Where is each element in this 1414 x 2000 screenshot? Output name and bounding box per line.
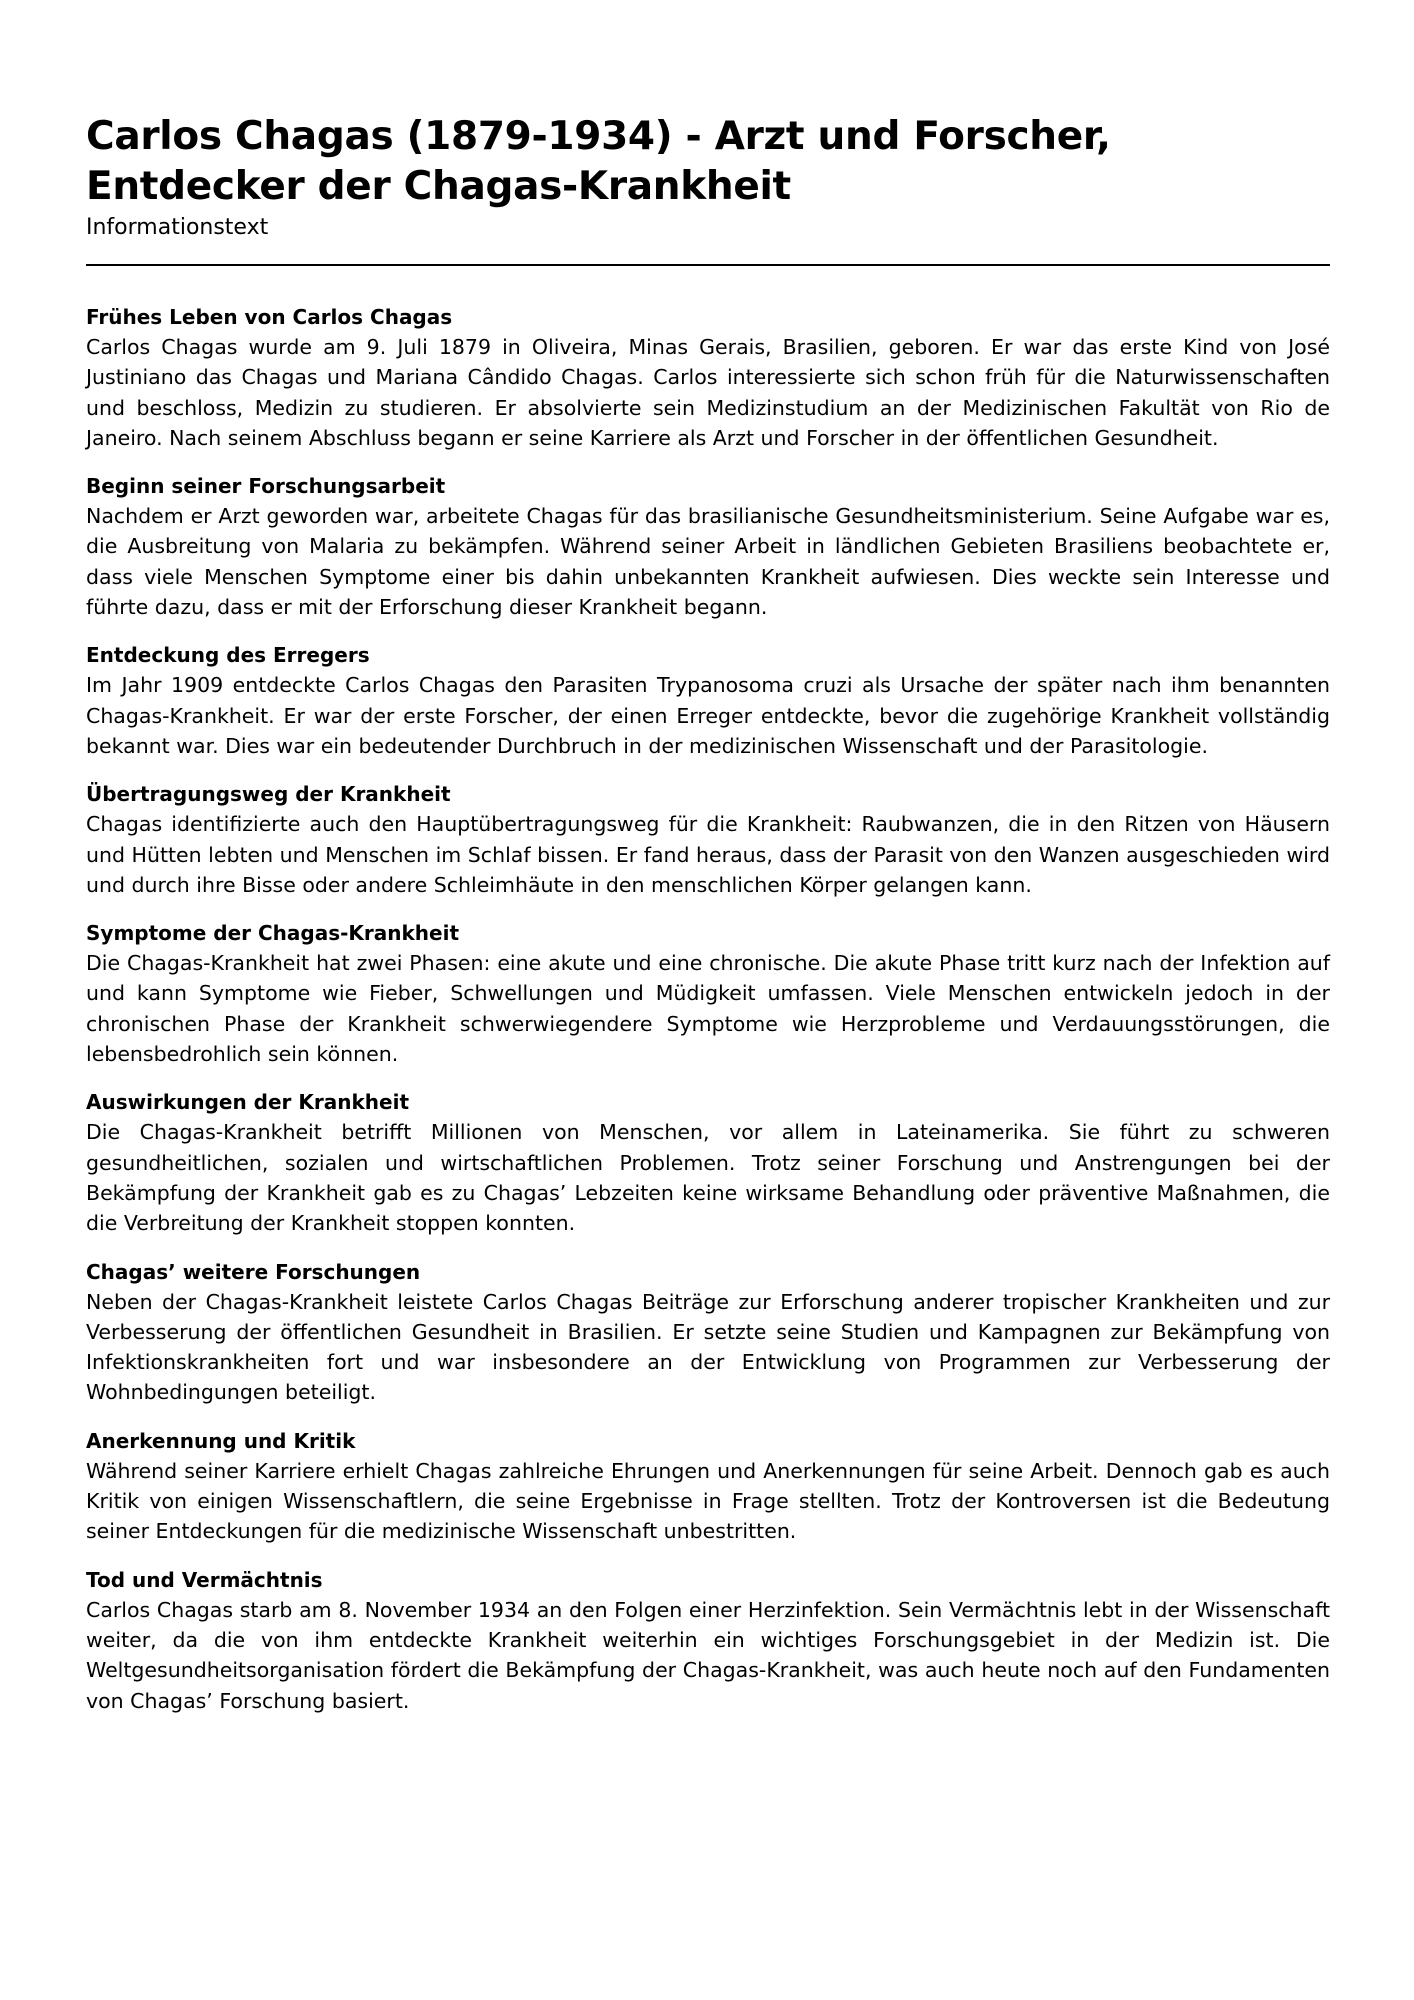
section-recognition <box>86 1426 1330 1547</box>
section-heading: Chagas’ weitere Forschungen <box>86 1259 421 1284</box>
section-pathogen-discovery <box>86 640 1330 761</box>
section-body: Im Jahr 1909 entdeckte Carlos Chagas den Parasiten Trypanosoma cruzi als Ursache der später nach ihm benannten Chagas-Krankheit. Er war der erste Forscher, der einen Erreger entdeckte, bevor die zugehörige Krankheit vollständig bekannt war. Dies war ein bedeutender Durchbruch in der medizinischen Wissenschaft und der Parasitologie. <box>86 673 1330 758</box>
section-body: Nachdem er Arzt geworden war, arbeitete Chagas für das brasilianische Gesundheitsministerium. Seine Aufgabe war es, die Ausbreitung von Malaria zu bekämpfen. Während seiner Arbeit in ländlichen Gebieten Brasiliens beobachtete er, dass viele Menschen Symptome einer bis dahin unbekannten Krankheit aufwiesen. Dies weckte sein Interesse und führte dazu, dass er mit der Erforschung dieser Krankheit begann. <box>86 504 1330 620</box>
section-body: Während seiner Karriere erhielt Chagas zahlreiche Ehrungen und Anerkennungen für seine Arbeit. Dennoch gab es auch Kritik von einigen Wissenschaftlern, die seine Ergebnisse in Frage stellten. Trotz der Kontroversen ist die Bedeutung seiner Entdeckungen für die medizinische Wissenschaft unbestritten. <box>86 1458 1330 1544</box>
section-body: Die Chagas-Krankheit betrifft Millionen von Menschen, vor allem in Lateinamerika. Sie führt zu schweren gesundheitlichen, sozialen und wirtschaftlichen Problemen. Trotz seiner Forschung und Anstrengungen bei der Bekämpfung der Krankheit gab es zu Chagas’ Lebzeiten keine wirksame Behandlung oder präventive Maßnahmen, die die Verbreitung der Krankheit stoppen konnten. <box>86 1120 1330 1236</box>
section-impact <box>86 1087 1330 1238</box>
section-further-research <box>86 1257 1330 1408</box>
section-body: Carlos Chagas starb am 8. November 1934 an den Folgen einer Herzinfektion. Sein Vermächtnis lebt in der Wissenschaft weiter, da die von ihm entdeckte Krankheit weiterhin ein wichtiges Forschungsgebiet in der Medizin ist. Die Weltgesundheitsorganisation fördert die Bekämpfung der Chagas-Krankheit, was auch heute noch auf den Fundamenten von Chagas’ Forschung basiert. <box>86 1597 1330 1713</box>
section-symptoms <box>86 918 1330 1069</box>
section-heading: Entdeckung des Erregers <box>86 643 370 668</box>
section-body: Die Chagas-Krankheit hat zwei Phasen: eine akute und eine chronische. Die akute Phase tritt kurz nach der Infektion auf und kann Symptome wie Fieber, Schwellungen und Müdigkeit umfassen. Viele Menschen entwickeln jedoch in der chronischen Phase der Krankheit schwerwiegendere Symptome wie Herzprobleme und Verdauungsstörungen, die lebensbedrohlich sein können. <box>86 951 1330 1067</box>
section-legacy <box>86 1565 1330 1716</box>
section-heading: Frühes Leben von Carlos Chagas <box>86 305 453 329</box>
document-title: Carlos Chagas (1879-1934) - Arzt und Forscher, Entdecker der Chagas-Krankheit <box>86 114 1111 209</box>
section-heading: Anerkennung und Kritik <box>86 1428 356 1453</box>
section-research-start <box>86 471 1330 622</box>
section-heading: Tod und Vermächtnis <box>86 1567 323 1592</box>
document-subtitle: Informationstext <box>86 215 269 240</box>
section-body: Carlos Chagas wurde am 9. Juli 1879 in Oliveira, Minas Gerais, Brasilien, geboren. Er war das erste Kind von José Justiniano das Chagas und Mariana Cândido Chagas. Carlos interessierte sich schon früh für die Naturwissenschaften und beschloss, Medizin zu studieren. Er absolvierte sein Medizinstudium an der Medizinischen Fakultät von Rio de Janeiro. Nach seinem Abschluss begann er seine Karriere als Arzt und Forscher in der öffentlichen Gesundheit. <box>86 335 1330 450</box>
sections-container <box>86 302 1330 1716</box>
section-early-life <box>86 302 1330 453</box>
title-divider <box>86 264 1330 266</box>
section-transmission <box>86 779 1330 900</box>
section-heading: Beginn seiner Forschungsarbeit <box>86 474 446 499</box>
section-heading: Symptome der Chagas-Krankheit <box>86 921 460 946</box>
section-body: Neben der Chagas-Krankheit leistete Carlos Chagas Beiträge zur Erforschung anderer tropischer Krankheiten und zur Verbesserung der öffentlichen Gesundheit in Brasilien. Er setzte seine Studien und Kampagnen zur Bekämpfung von Infektionskrankheiten fort und war insbesondere an der Entwicklung von Programmen zur Verbesserung der Wohnbedingungen beteiligt. <box>86 1289 1330 1405</box>
section-body: Chagas identifizierte auch den Hauptübertragungsweg für die Krankheit: Raubwanzen, die in den Ritzen von Häusern und Hütten lebten und Menschen im Schlaf bissen. Er fand heraus, dass der Parasit von den Wanzen ausgeschieden wird und durch ihre Bisse oder andere Schleimhäute in den menschlichen Körper gelangen kann. <box>86 812 1330 897</box>
document-page <box>86 112 1330 1734</box>
section-heading: Übertragungsweg der Krankheit <box>86 782 451 807</box>
section-heading: Auswirkungen der Krankheit <box>86 1090 409 1115</box>
